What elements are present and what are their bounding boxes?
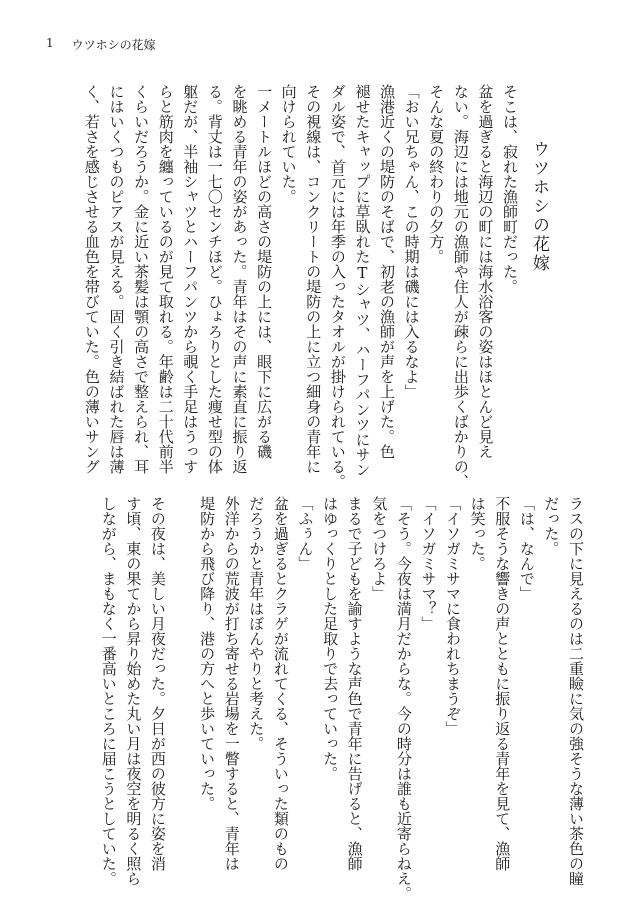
text-line: 堤防から飛び降り、港の方へと歩いていった。 xyxy=(198,496,217,811)
text-line: 「そう。今夜は満月だからな。今の時分は誰も近寄らねえ。 xyxy=(394,496,413,901)
text-line: 「ふぅん」 xyxy=(296,496,315,571)
page-header xyxy=(46,36,156,53)
text-line: 躯だが、半袖シャツとハーフパンツから覗く手足はうっす xyxy=(181,84,200,474)
chapter-title: ウツホシの花嫁 xyxy=(529,140,549,273)
text-line: そんな夏の終わりの夕方。 xyxy=(427,84,446,264)
text-line: 「おい兄ちゃん、この時期は磯には入るなよ」 xyxy=(402,84,421,399)
text-line: ラスの下に見えるのは二重瞼に気の強そうな薄い茶色の瞳 xyxy=(567,496,585,886)
text-line: はゆっくりとした足取りで去っていった。 xyxy=(321,496,340,781)
text-line: くらいだろうか。金に近い茶髪は顎の高さで整えられ、耳 xyxy=(132,84,151,474)
text-line: 外洋からの荒波が打ち寄せる岩場を一瞥すると、青年は xyxy=(222,496,241,871)
text-line: く、若さを感じさせる血色を帯びていた。色の薄いサング xyxy=(82,84,101,474)
text-line: まるで子どもを諭すような声色で青年に告げると、漁師 xyxy=(345,496,364,871)
text-line xyxy=(170,496,195,866)
text-line: らと筋肉を纏っているのが見て取れる。年齢は二十代前半 xyxy=(156,84,175,474)
text-line: 「イソガミサマに食われちまうぞ」 xyxy=(444,496,463,736)
text-line: 一メートルほどの高さの堤防の上には、眼下に広がる磯 xyxy=(255,84,274,459)
text-line: にはいくつものピアスが見える。固く引き結ばれた唇は薄 xyxy=(107,84,126,474)
text-line: 盆を過ぎるとクラゲが流れてくる、そういった類のもの xyxy=(271,496,290,871)
text-line: しながら、まもなく一番高いところに届こうとしていた。 xyxy=(99,496,118,886)
text-line: を眺める青年の姿があった。青年はその声に素直に振り返 xyxy=(230,84,249,474)
text-line: す頃、東の果てから昇り始めた丸い月は夜空を明るく照ら xyxy=(124,496,143,886)
text-line: 不服そうな響きの声とともに振り返る青年を見て、漁師 xyxy=(493,496,512,871)
upper-text-block xyxy=(79,84,522,489)
text-line: ない。海辺には地元の漁師や住人が疎らに出歩くばかりの、 xyxy=(451,84,470,489)
text-line: る。背丈は一七〇センチほど。ひょろりとした痩せ型の体 xyxy=(205,84,224,474)
text-line: 向けられていた。 xyxy=(279,84,298,204)
text-line: 漁港近くの堤防のそばで、初老の漁師が声を上げた。色 xyxy=(378,84,397,459)
text-line: 盆を過ぎると海辺の町には海水浴客の姿はほとんど見え xyxy=(476,84,495,459)
text-line: 「は、なんで」 xyxy=(517,496,536,601)
text-line: だろうかと青年はぼんやりと考えた。 xyxy=(247,496,266,751)
text-line: 気をつけろよ」 xyxy=(370,496,389,601)
text-line: その夜は、美しい月夜だった。夕日が西の彼方に姿を消 xyxy=(148,496,167,871)
text-line: は笑った。 xyxy=(468,496,487,571)
page-number: 1 xyxy=(46,36,54,50)
lower-text-block xyxy=(96,496,588,901)
text-line: そこは、寂れた漁師町だった。 xyxy=(501,84,519,294)
text-line: 「イソガミサマ？」 xyxy=(419,496,438,631)
text-line: ダル姿で、首元には年季の入ったタオルが掛けられている。 xyxy=(328,84,347,489)
text-line: だった。 xyxy=(542,496,561,556)
text-line: 褪せたキャップに草臥れたTシャツ、ハーフパンツにサン xyxy=(353,84,372,477)
running-title: ウツホシの花嫁 xyxy=(71,38,156,52)
text-line: その視線は、コンクリートの堤防の上に立つ細身の青年に xyxy=(304,84,323,474)
